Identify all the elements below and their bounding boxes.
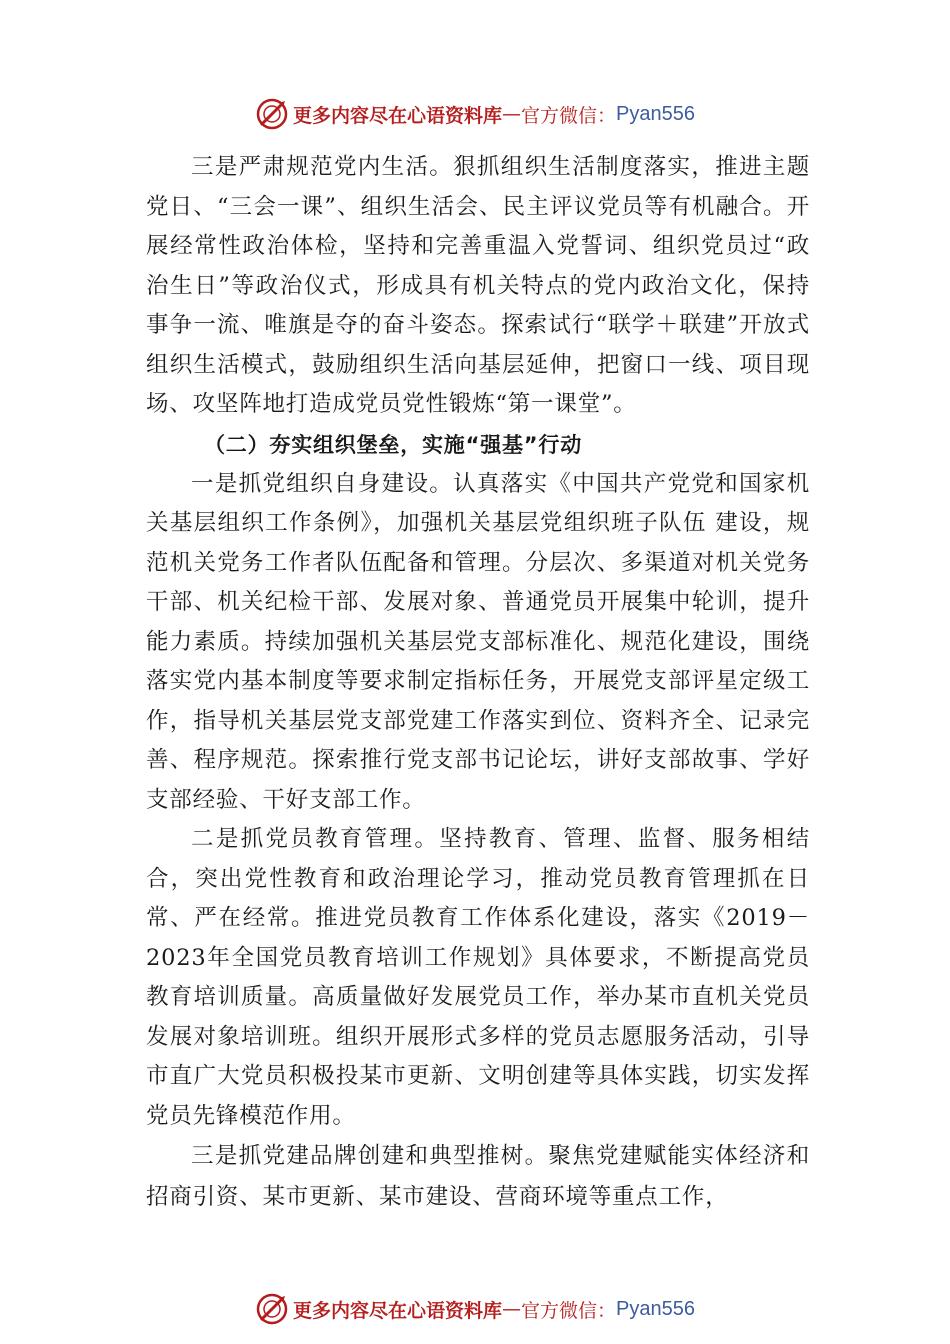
watermark-brand: 更多内容尽在心语资料库 bbox=[293, 104, 503, 127]
paragraph-party-organization: 一是抓党组织自身建设。认真落实《中国共产党党和国家机关基层组织工作条例》，加强机关基层党组织班子队伍 建设，规范机关党务工作者队伍配备和管理。分层次、多渠道对机关党务干部、机关纪检干部、发展对象、普通党员开展集中轮训，提升能力素质。持续加强机关基层党支部标准化、规范化建设，围绕落实党内基本制度等要求制定指标任务，开展党支部评星定级工作，指导机关基层党支部党建工作落实到位、资料齐全、记录完善、程序规范。探索推行党支部书记论坛，讲好支部故事、学好支部经验、干好支部工作。 bbox=[146, 470, 810, 813]
paragraph-member-education: 二是抓党员教育管理。坚持教育、管理、监督、服务相结合，突出党性教育和政治理论学习，推动党员教育管理抓在日常、严在经常。推进党员教育工作体系化建设，落实《2019－2023年全国党员教育培训工作规划》具体要求，不断提高党员教育培训质量。高质量做好发展党员工作，举办某市直机关党员发展对象培训班。组织开展形式多样的党员志愿服务活动，引导市直广大党员积极投某市更新、文明创建等具体实践，切实发挥党员先锋模范作用。 bbox=[146, 826, 810, 1129]
watermark-wechat-label: 官方微信： bbox=[521, 104, 617, 127]
document-body bbox=[146, 148, 810, 1218]
watermark-separator: — bbox=[502, 103, 522, 125]
watermark-footer bbox=[0, 1289, 950, 1329]
watermark-logo-icon bbox=[255, 97, 289, 131]
watermark-wechat-label: 官方微信： bbox=[521, 1299, 617, 1322]
watermark-account: Pyan556 bbox=[616, 1297, 695, 1320]
paragraph-brand-building: 三是抓党建品牌创建和典型推树。聚焦党建赋能实体经济和招商引资、某市更新、某市建设、营商环境等重点工作， bbox=[146, 1143, 810, 1210]
watermark-logo-icon bbox=[255, 1292, 289, 1326]
watermark-separator: — bbox=[502, 1298, 522, 1320]
watermark-account: Pyan556 bbox=[616, 102, 695, 125]
section-heading: （二）夯实组织堡垒，实施“强基”行动 bbox=[204, 432, 583, 457]
watermark-brand: 更多内容尽在心语资料库 bbox=[293, 1299, 503, 1322]
watermark-header bbox=[0, 94, 950, 134]
paragraph-strict-party-life: 三是严肃规范党内生活。狠抓组织生活制度落实，推进主题党日、“三会一课”、组织生活会、民主评议党员等有机融合。开展经常性政治体检，坚持和完善重温入党誓词、组织党员过“政治生日”等政治仪式，形成具有机关特点的党内政治文化，保持事争一流、唯旗是夺的奋斗姿态。探索试行“联学＋联建”开放式组织生活模式，鼓励组织生活向基层延伸，把窗口一线、项目现场、攻坚阵地打造成党员党性锻炼“第一课堂”。 bbox=[146, 154, 810, 417]
